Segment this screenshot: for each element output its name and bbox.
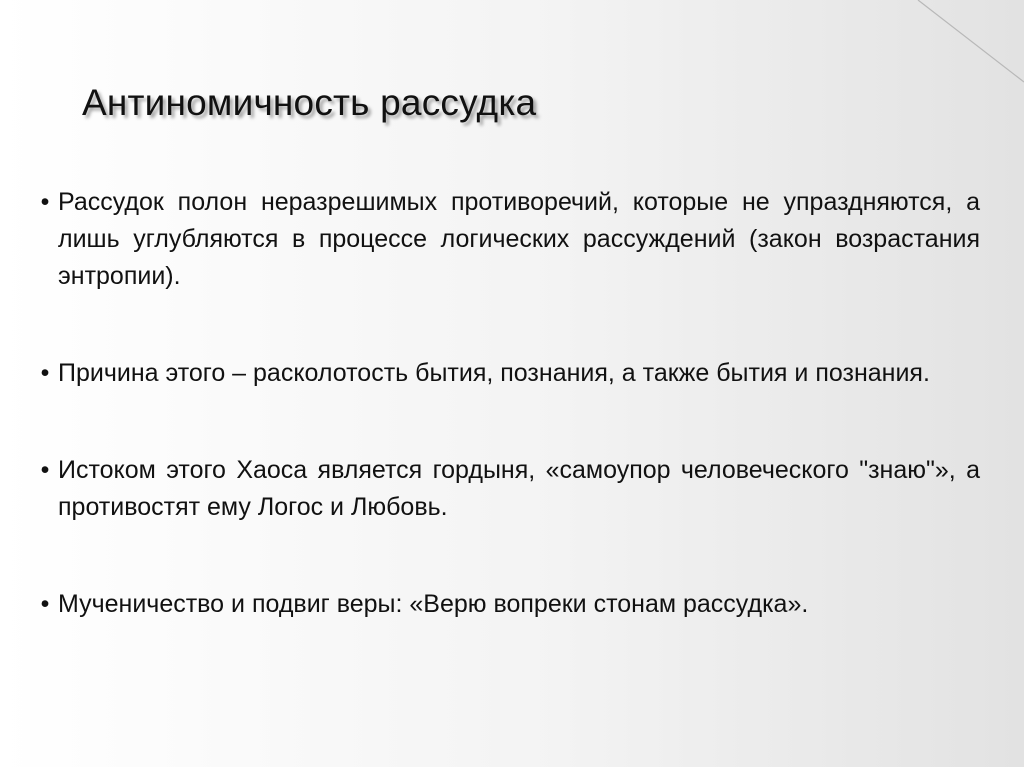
corner-accent-line <box>918 0 1024 82</box>
bullet-icon: • <box>40 188 50 216</box>
slide-title: Антиномичность рассудка <box>82 82 537 123</box>
bullet-text: Причина этого – расколотость бытия, познания, а также бытия и познания. <box>58 359 930 387</box>
bullet-item <box>32 355 980 392</box>
bullet-icon: • <box>40 359 50 387</box>
bullet-item <box>32 586 980 623</box>
bullet-item <box>32 184 980 295</box>
bullet-text: Рассудок полон неразрешимых противоречий, которые не упраздняются, а лишь углубляются в процессе логических рассуждений (закон возрастания энтропии). <box>58 188 980 290</box>
bullet-icon: • <box>40 590 50 618</box>
bullet-icon: • <box>40 456 50 484</box>
bullet-item <box>32 452 980 526</box>
bullet-list <box>32 184 980 623</box>
bullet-text: Истоком этого Хаоса является гордыня, «самоупор человеческого "знаю"», а противостят ему Логос и Любовь. <box>58 456 980 521</box>
bullet-text: Мученичество и подвиг веры: «Верю вопреки стонам рассудка». <box>58 590 809 618</box>
